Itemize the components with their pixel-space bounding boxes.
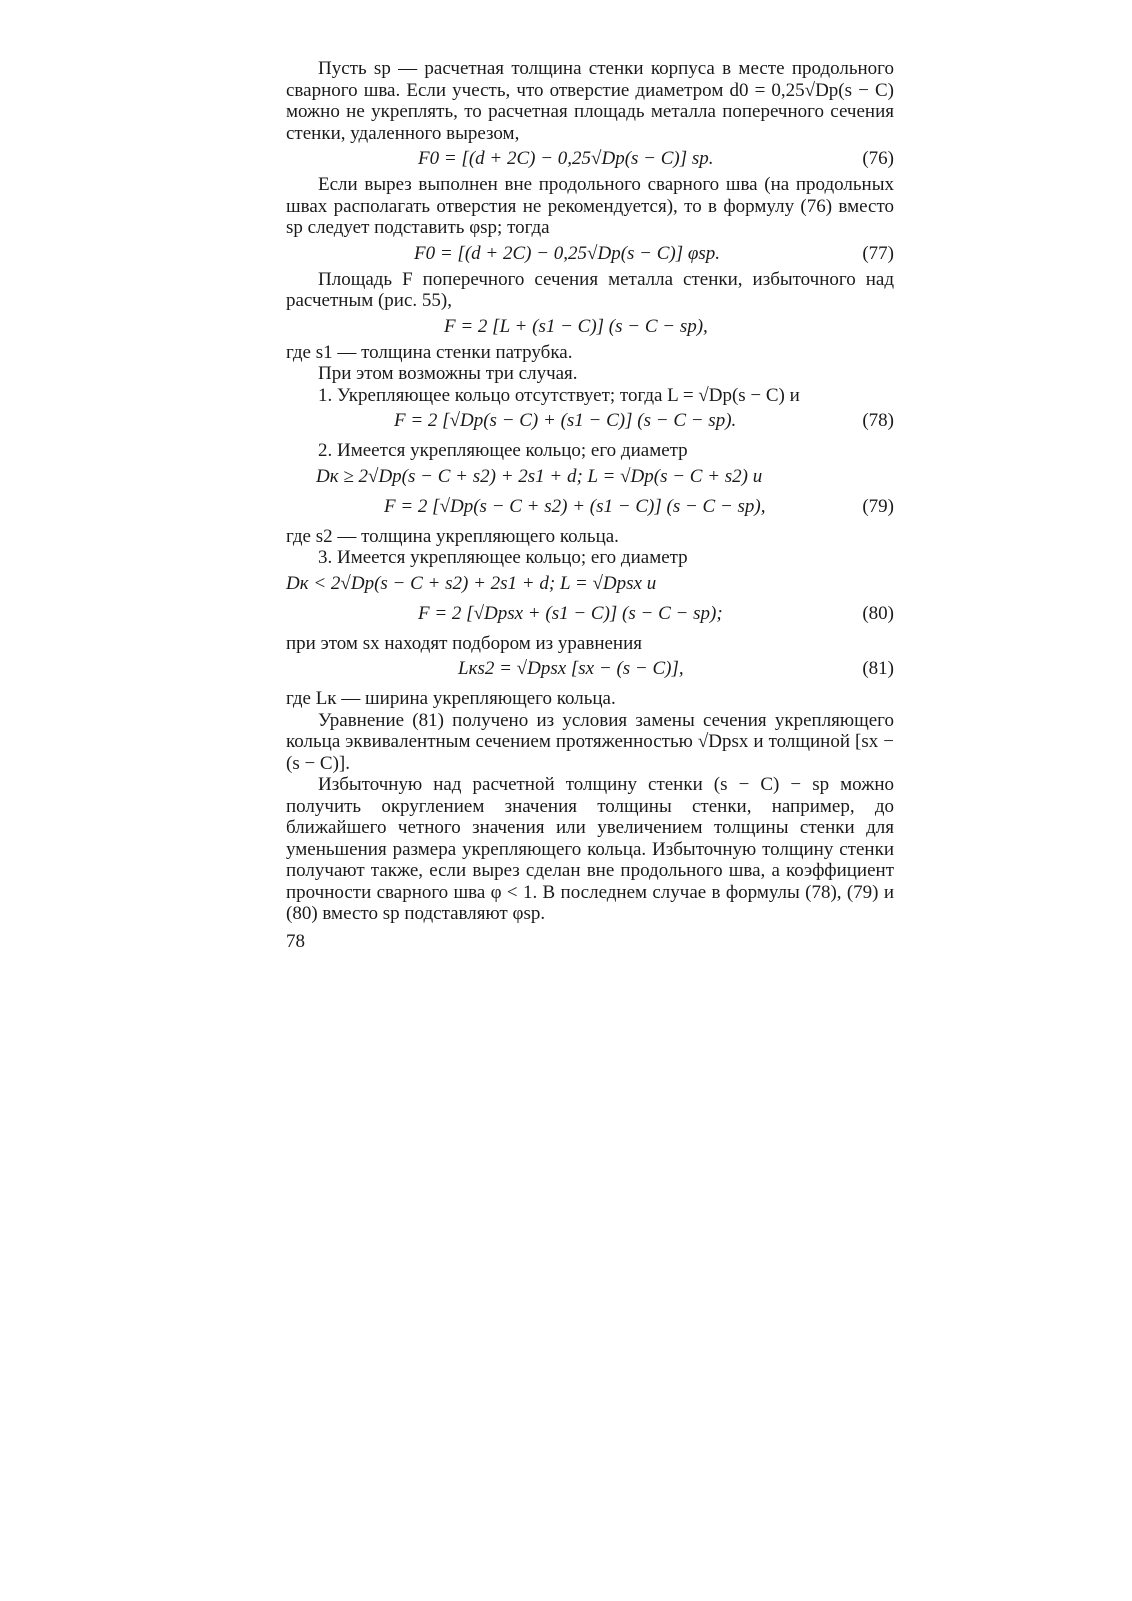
- equation-78: [286, 406, 894, 436]
- equation-79-formula: F = 2 [√Dр(s − C + s2) + (s1 − C)] (s − C − sр),: [384, 495, 766, 517]
- equation-79-condition-formula: Dк ≥ 2√Dр(s − C + s2) + 2s1 + d; L = √Dр(s − C + s2) и: [316, 465, 763, 487]
- equation-area-f-formula: F = 2 [L + (s1 − C)] (s − C − sр),: [444, 315, 708, 337]
- equation-80-condition: [286, 569, 894, 599]
- equation-81-number: (81): [862, 658, 894, 679]
- definition-s2: где s2 — толщина укрепляющего кольца.: [286, 525, 619, 547]
- equation-80-condition-formula: Dк < 2√Dр(s − C + s2) + 2s1 + d; L = √Dрsx и: [286, 572, 657, 594]
- case-1-text: 1. Укрепляющее кольцо отсутствует; тогда L = √Dр(s − C) и: [318, 384, 800, 406]
- paragraph-outside-seam: Если вырез выполнен вне продольного сварного шва (на продольных швах располагать отверстия не рекомендуется), то в формулу (76) вместо sр следует подставить φsр; тогда: [286, 174, 894, 238]
- equation-77: [286, 239, 894, 269]
- equation-81: [286, 654, 894, 684]
- equation-78-formula: F = 2 [√Dр(s − C) + (s1 − C)] (s − C − sр).: [394, 410, 737, 431]
- equation-80-formula: F = 2 [√Dрsx + (s1 − C)] (s − C − sр);: [418, 602, 723, 624]
- equation-76-formula: F0 = [(d + 2C) − 0,25√Dр(s − C)] sр.: [418, 148, 714, 169]
- paragraph-excess-thickness: Избыточную над расчетной толщину стенки (s − C) − sр можно получить округлением значения толщины стенки, например, до ближайшего четного значения или увеличением толщины стенки для уменьшения размера укрепляющего кольца. Избыточную толщину стенки получают также, если вырез сделан вне продольного шва, а коэффициент прочности сварного шва φ < 1. В последнем случае в формулы (78), (79) и (80) вместо sр подставляют φsр.: [286, 774, 894, 924]
- page-body: [286, 58, 894, 952]
- equation-78-number: (78): [862, 410, 894, 431]
- equation-76-number: (76): [862, 148, 894, 169]
- equation-81-formula: Lкs2 = √Dрsx [sx − (s − C)],: [458, 658, 684, 679]
- definition-s1: где s1 — толщина стенки патрубка.: [286, 341, 573, 363]
- equation-77-formula: F0 = [(d + 2C) − 0,25√Dр(s − C)] φsр.: [414, 242, 721, 264]
- case-2-text: 2. Имеется укрепляющее кольцо; его диаметр: [318, 440, 688, 461]
- equation-80-number: (80): [862, 602, 894, 624]
- paragraph-intro: Пусть sр — расчетная толщина стенки корпуса в месте продольного сварного шва. Если учесть, что отверстие диаметром d0 = 0,25√Dр(s − C) можно не укреплять, то расчетная площадь металла поперечного сечения стенки, удаленного вырезом,: [286, 58, 894, 144]
- equation-79-number: (79): [862, 495, 894, 517]
- equation-80: [286, 599, 894, 629]
- equation-area-f: [286, 312, 894, 342]
- equation-79: [286, 492, 894, 522]
- page-number: 78: [286, 930, 305, 952]
- equation-76: [286, 144, 894, 174]
- definition-lk: где Lк — ширина укрепляющего кольца.: [286, 688, 616, 709]
- paragraph-equation-81-origin: Уравнение (81) получено из условия замены сечения укрепляющего кольца эквивалентным сечением протяженностью √Dрsx и толщиной [sx − (s − C)].: [286, 709, 894, 774]
- paragraph-sx-selection: при этом sx находят подбором из уравнения: [286, 632, 643, 654]
- case-3-text: 3. Имеется укрепляющее кольцо; его диаметр: [318, 547, 688, 568]
- paragraph-three-cases: При этом возможны три случая.: [318, 363, 578, 384]
- equation-77-number: (77): [862, 242, 894, 264]
- paragraph-area-f: Площадь F поперечного сечения металла стенки, избыточного над расчетным (рис. 55),: [286, 268, 894, 311]
- equation-79-condition: [286, 462, 894, 492]
